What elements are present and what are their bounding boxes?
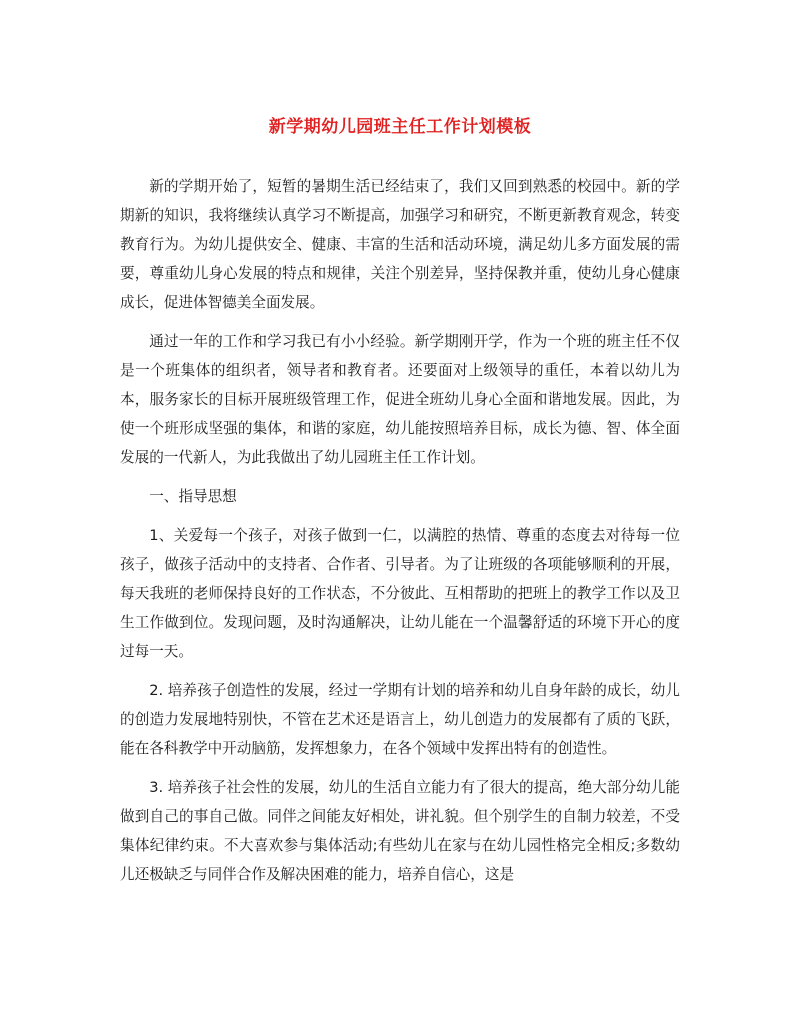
document-body bbox=[120, 172, 680, 899]
paragraph-item-1: 1、关爱每一个孩子，对孩子做到一仁，以满腔的热情、尊重的态度去对待每一位孩子，做孩子活动中的支持者、合作者、引导者。为了让班级的各项能够顺利的开展，每天我班的老师保持良好的工作状态，不分彼此、互相帮助的把班上的教学工作以及卫生工作做到位。发现问题，及时沟通解决，让幼儿能在一个温馨舒适的环境下开心的度过每一天。 bbox=[120, 527, 680, 660]
paragraph-item-2: 2. 培养孩子创造性的发展，经过一学期有计划的培养和幼儿自身年龄的成长，幼儿的创造力发展地特别快，不管在艺术还是语言上，幼儿创造力的发展都有了质的飞跃，能在各科教学中开动脑筋，发挥想象力，在各个领域中发挥出特有的创造性。 bbox=[120, 682, 680, 757]
document-title: 新学期幼儿园班主任工作计划模板 bbox=[268, 117, 532, 137]
section-heading-guiding-thought: 一、指导思想 bbox=[149, 488, 237, 505]
paragraph-experience: 通过一年的工作和学习我已有小小经验。新学期刚开学，作为一个班的班主任不仅是一个班集体的组织者，领导者和教育者。还要面对上级领导的重任，本着以幼儿为本，服务家长的目标开展班级管理工作，促进全班幼儿身心全面和谐地发展。因此，为使一个班形成坚强的集体，和谐的家庭，幼儿能按照培养目标，成长为德、智、体全面发展的一代新人，为此我做出了幼儿园班主任工作计划。 bbox=[120, 333, 680, 466]
paragraph-intro: 新的学期开始了，短暂的暑期生活已经结束了，我们又回到熟悉的校园中。新的学期新的知识，我将继续认真学习不断提高，加强学习和研究，不断更新教育观念，转变教育行为。为幼儿提供安全、健康、丰富的生活和活动环境，满足幼儿多方面发展的需要，尊重幼儿身心发展的特点和规律，关注个别差异，坚持保教并重，使幼儿身心健康成长，促进体智德美全面发展。 bbox=[120, 178, 680, 311]
paragraph-item-3: 3. 培养孩子社会性的发展，幼儿的生活自立能力有了很大的提高，绝大部分幼儿能做到自己的事自己做。同伴之间能友好相处，讲礼貌。但个别学生的自制力较差，不受集体纪律约束。不大喜欢参与集体活动;有些幼儿在家与在幼儿园性格完全相反;多数幼儿还极缺乏与同伴合作及解决困难的能力，培养自信心，这是 bbox=[120, 779, 680, 883]
